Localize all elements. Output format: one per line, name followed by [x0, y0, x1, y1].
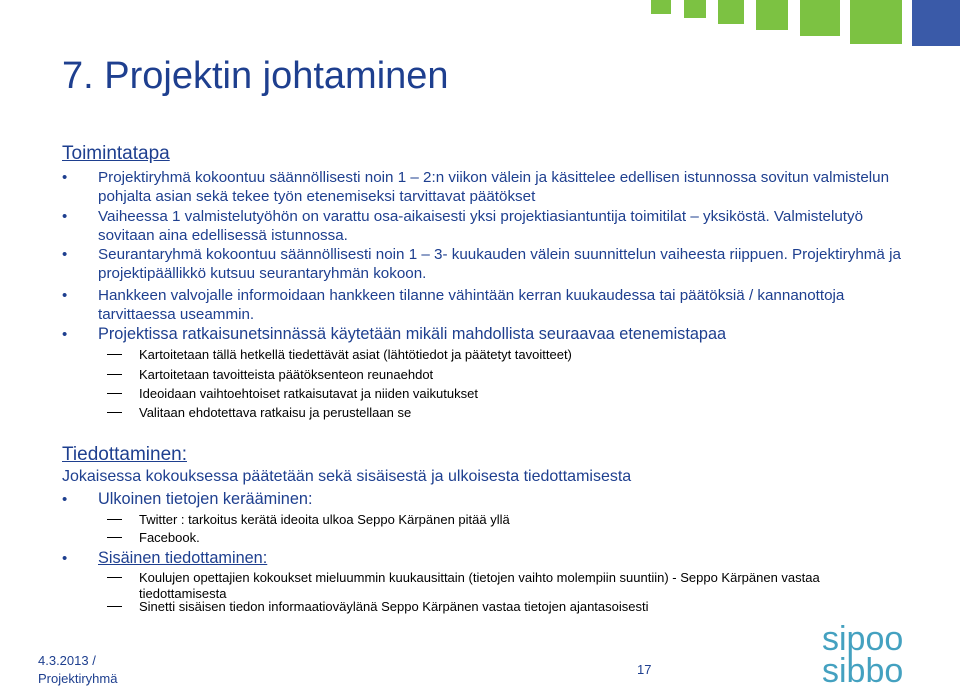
bullet-text: Ulkoinen tietojen kerääminen: [98, 490, 313, 508]
page-number: 17 [637, 662, 652, 677]
header-deco-green-5 [800, 0, 840, 36]
dash-marker [107, 537, 122, 538]
section-heading-tiedottaminen: Tiedottaminen: [62, 444, 187, 465]
header-deco-green-6 [850, 0, 902, 44]
slide-title: 7. Projektin johtaminen [62, 55, 449, 97]
dash-marker [107, 606, 122, 607]
bullet-text: Vaiheessa 1 valmistelutyöhön on varattu osa-aikaisesti yksi projektiasiantuntija toimitilat – yksiköstä. Valmistelutyö sovitaan aina edellisessä istunnossa. [98, 208, 864, 244]
bullet-dot: • [62, 326, 68, 343]
dash-marker [107, 519, 122, 520]
sub-bullet-text: Valitaan ehdotettava ratkaisu ja perustellaan se [139, 405, 412, 420]
bullet-text: Projektiryhmä kokoontuu säännöllisesti noin 1 – 2:n viikon välein ja käsittelee edellisen istunnossa sovitun valmistelun pohjalta asian sekä tekee työn etenemiseksi tarvittavat päätökset [98, 169, 890, 205]
dash-marker [107, 374, 122, 375]
sub-bullet-text: Ideoidaan vaihtoehtoiset ratkaisutavat ja niiden vaikutukset [139, 386, 478, 401]
header-deco-green-1 [651, 0, 671, 14]
dash-marker [107, 412, 122, 413]
sub-bullet-text: Kartoitetaan tällä hetkellä tiedettävät asiat (lähtötiedot ja päätetyt tavoitteet) [139, 347, 572, 362]
header-deco-green-2 [684, 0, 706, 18]
bullet-dot: • [62, 246, 68, 263]
bullet-text: Hankkeen valvojalle informoidaan hankkeen tilanne vähintään kerran kuukaudessa tai päätöksiä / kannanottoja tarvittaessa useammin. [98, 287, 845, 323]
logo-line-sibbo: sibbo [822, 652, 904, 690]
header-deco-green-4 [756, 0, 788, 30]
header-deco-green-3 [718, 0, 744, 24]
footer-date-line: 4.3.2013 / [38, 653, 96, 668]
section-heading-toimintatapa: Toimintatapa [62, 143, 170, 164]
sub-bullet-text: Twitter : tarkoitus kerätä ideoita ulkoa Seppo Kärpänen pitää yllä [139, 512, 510, 527]
bullet-text: Seurantaryhmä kokoontuu säännöllisesti noin 1 – 3- kuukauden välein suunnittelun vaiheesta riippuen. Projektiryhmä ja projektipäällikkö kutsuu seurantaryhmän kokoon. [98, 246, 901, 282]
sub-bullet-text: Facebook. [139, 530, 200, 545]
footer-date [38, 652, 117, 688]
logo-line-sipoo: sipoo [822, 620, 904, 658]
bullet-dot: • [62, 491, 68, 508]
dash-marker [107, 354, 122, 355]
dash-marker [107, 577, 122, 578]
bullet-dot: • [62, 208, 68, 225]
sub-bullet-text: Kartoitetaan tavoitteista päätöksenteon reunaehdot [139, 367, 434, 382]
section-intro: Jokaisessa kokouksessa päätetään sekä sisäisestä ja ulkoisesta tiedottamisesta [62, 468, 632, 485]
footer-author-line: Projektiryhmä [38, 671, 118, 686]
header-deco-blue [912, 0, 960, 46]
bullet-dot: • [62, 550, 68, 567]
bullet-text: Projektissa ratkaisunetsinnässä käytetään mikäli mahdollista seuraavaa etenemistapaa [98, 325, 727, 343]
bullet-text: Sisäinen tiedottaminen: [98, 549, 268, 567]
dash-marker [107, 393, 122, 394]
sub-bullet-text: Koulujen opettajien kokoukset mieluummin kuukausittain (tietojen vaihto molempiin suuntiin) - Seppo Kärpänen vastaa tiedottamisesta [139, 570, 820, 601]
bullet-dot: • [62, 287, 68, 304]
bullet-dot: • [62, 169, 68, 186]
sipoo-sibbo-logo [822, 620, 922, 690]
sub-bullet-text: Sinetti sisäisen tiedon informaatioväylänä Seppo Kärpänen vastaa tietojen ajantasoisesti [139, 599, 649, 614]
